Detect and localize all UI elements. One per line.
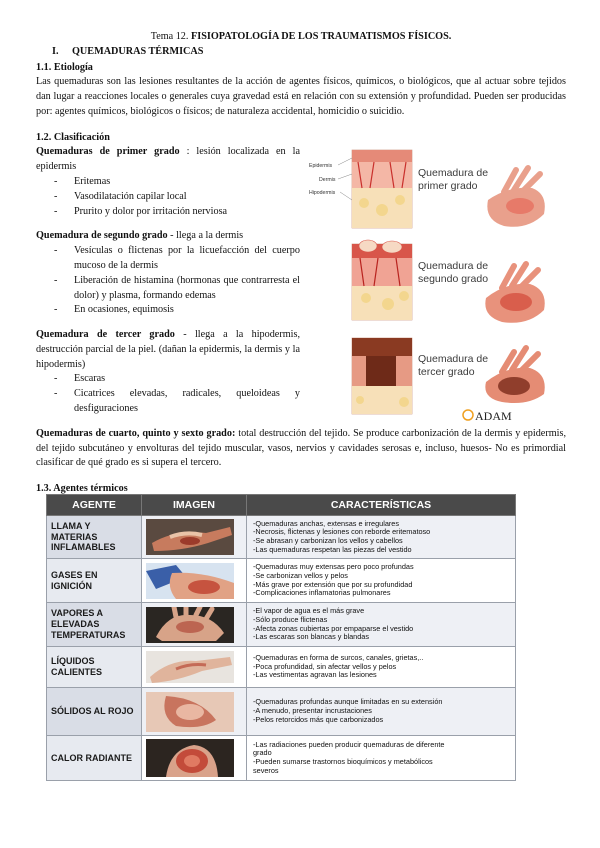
characteristic-line: -Quemaduras en forma de surcos, canales, grietas,.. [253,652,424,662]
agent-cell [47,688,142,736]
characteristic-line: -Quemaduras muy extensas pero poco profundas [253,562,414,571]
column-header-agente: AGENTE [47,495,142,516]
list-item: - Liberación de histamina (hormonas que contrarresta el dolor) y plasma, formando edemas [68,274,300,304]
list-item: - En ocasiones, equimosis [68,303,300,318]
characteristic-line: -Sólo produce flictenas [253,614,328,624]
list-item: - Vasodilatación capilar local [68,190,300,205]
characteristics-cell [247,736,516,781]
third-degree-label-line1: Quemadura de [418,353,489,365]
list-item: - Cicatrices elevadas, radicales, queloideas y desfiguraciones [68,387,300,417]
agentes-termicos-table [46,494,516,781]
image-cell [142,516,247,559]
characteristic-line: -Afecta zonas cubiertas por empaparse el vestido [253,623,414,633]
cuarto-grado-desc: total destrucción del tejido. Se produce carbonización de la dermis y epidermis, del tejido subcutáneo y envolturas del tejido muscular, vasos, nervios y cavidades serosas e, incluso, huesos- No es primordial clasificar de qué grado es si supera el tercero. [36,427,566,469]
agent-cell [47,736,142,781]
radiant-burn-photo [146,739,234,777]
characteristic-line: grado [253,748,272,758]
dermis-label: Dermis [319,177,336,183]
segundo-grado-title: Quemadura de segundo grado [36,230,168,242]
second-degree-label-line2: segundo grado [418,273,489,285]
tema-title: FISIOPATOLOGÍA DE LOS TRAUMATISMOS FÍSICOS. [191,31,452,42]
primer-grado-paragraph [36,145,300,175]
table-row [47,647,516,688]
table-row [47,736,516,781]
cuarto-grado-title: Quemaduras de cuarto, quinto y sexto grado: [36,427,236,439]
agent-cell [47,647,142,688]
tercer-grado-list [68,372,300,416]
epidermis-label: Epidermis [309,163,333,169]
column-header-caracteristicas: CARACTERÍSTICAS [247,495,516,516]
segundo-grado-paragraph [36,229,300,244]
characteristics-cell [247,516,516,559]
clasificacion-heading: 1.2. Clasificación [36,131,110,143]
first-degree-illustration [309,150,545,228]
liquid-burn-hand-photo [146,651,234,683]
agent-line: INFLAMABLES [51,542,116,553]
table-row [47,603,516,647]
characteristics-cell [247,688,516,736]
second-degree-illustration [352,240,545,323]
characteristics-cell [247,603,516,647]
list-item: - Eritemas [68,175,300,190]
cuarto-grado-paragraph [36,427,566,471]
characteristic-line: -A menudo, presentar incrustaciones [253,706,372,716]
characteristic-line: -Pueden sumarse trastornos bioquímicos y metabólicos [253,757,433,766]
burned-hand-photo [146,519,234,555]
agent-line: VAPORES A [51,608,104,619]
characteristic-line: -Las quemaduras respetan las piezas del vestido [253,544,412,554]
image-cell [142,736,247,781]
image-cell [142,559,247,603]
etiologia-heading: 1.1. Etiología [36,61,93,73]
characteristic-line: severos [253,765,279,775]
document-page [36,30,566,497]
agent-cell [47,516,142,559]
agent-cell [47,603,142,647]
characteristic-line: -Complicaciones inflamatorias pulmonares [253,588,391,598]
agent-line: MATERIAS [51,531,98,542]
table-header-row [47,495,516,516]
tema-prefix: Tema 12. [150,31,191,42]
characteristic-line: -Más grave por extensión que por su profundidad [253,579,413,589]
tercer-grado-paragraph [36,328,300,372]
characteristic-line: -Las escaras son blancas y blandas [253,632,370,642]
clasificacion-text [36,145,300,416]
list-item: - Prurito y dolor por irritación nerviosa [68,205,300,220]
characteristic-line: -Pelos retorcidos más que carbonizados [253,714,384,724]
image-cell [142,688,247,736]
first-degree-label-line1: Quemadura de [418,167,489,179]
first-degree-label-line2: primer grado [418,180,478,192]
section-number: I. [52,45,59,57]
characteristic-line: -Se carbonizan vellos y pelos [253,570,348,580]
agent-cell [47,559,142,603]
burned-arm-photo [146,563,234,599]
primer-grado-list [68,175,300,219]
agent-line: ELEVADAS [51,619,100,630]
primer-grado-title: Quemaduras de primer grado [36,146,180,158]
contact-burn-photo [146,692,234,732]
primer-grado-desc: : lesión localizada en la epidermis [36,146,300,173]
adam-logo [463,409,512,423]
agent-line: TEMPERATURAS [51,629,126,640]
characteristic-line: -Quemaduras profundas aunque limitadas en su extensión [253,697,443,707]
agent-line: LLAMA Y [51,520,91,531]
section-title: QUEMADURAS TÉRMICAS [72,45,204,57]
hipodermis-label: Hipodermis [309,190,336,196]
agent-line: CALIENTES [51,667,103,677]
segundo-grado-desc: - llega a la dermis [167,230,244,242]
adam-logo-text: ADAM [475,409,512,423]
image-cell [142,647,247,688]
characteristics-cell [247,647,516,688]
characteristic-line: -El vapor de agua es el más grave [253,606,365,615]
burn-degrees-figure [308,148,550,424]
agentes-heading: 1.3. Agentes térmicos [36,483,128,495]
image-cell [142,603,247,647]
characteristic-line: -Necrosis, flictenas y lesiones con reborde eritematoso [253,527,431,537]
characteristic-line: -Las vestimentas agravan las lesiones [253,670,377,680]
scalded-hand-photo [146,607,234,643]
agent-line: GASES EN [51,569,98,580]
third-degree-illustration [352,338,545,414]
characteristic-line: -Las radiaciones pueden producir quemaduras de diferente [253,739,445,749]
third-degree-label-line2: tercer grado [418,366,475,378]
tercer-grado-desc: - llega a la hipodermis, destrucción parcial de la piel. (dañan la epidermis, la dermis y la hipodermis) [36,329,300,370]
table-row [47,516,516,559]
list-item: - Escaras [68,372,300,387]
characteristics-cell [247,559,516,603]
characteristic-line: -Se abrasan y carbonizan los vellos y cabellos [253,536,403,545]
table-row [47,688,516,736]
etiologia-text: Las quemaduras son las lesiones resultantes de la acción de agentes físicos, químicos, o biológicos, que al actuar sobre tejidos dan lugar a reacciones locales o generales cuya gravedad está en relación con su extensión y profundidad. Pueden ser producidas por: agentes químicos, biológicos o físicos; de naturaleza accidental, homicidio o suicidio. [36,76,566,117]
section-heading [52,45,566,60]
segundo-grado-list [68,244,300,318]
list-item: - Vesículas o flictenas por la licuefacción del cuerpo mucoso de la dermis [68,244,300,274]
agent-line: CALOR RADIANTE [51,752,132,763]
column-header-imagen: IMAGEN [142,495,247,516]
characteristic-line: -Quemaduras anchas, extensas e irregulares [253,518,400,528]
document-title [36,30,566,45]
agent-line: SÓLIDOS AL ROJO [51,706,134,717]
table-row [47,559,516,603]
agent-line: LÍQUIDOS [51,656,95,667]
characteristic-line: -Poca profundidad, sin afectar vellos y pelos [253,661,397,671]
second-degree-label-line1: Quemadura de [418,260,489,272]
agent-line: IGNICIÓN [51,580,93,591]
tercer-grado-title: Quemadura de tercer grado [36,329,175,341]
